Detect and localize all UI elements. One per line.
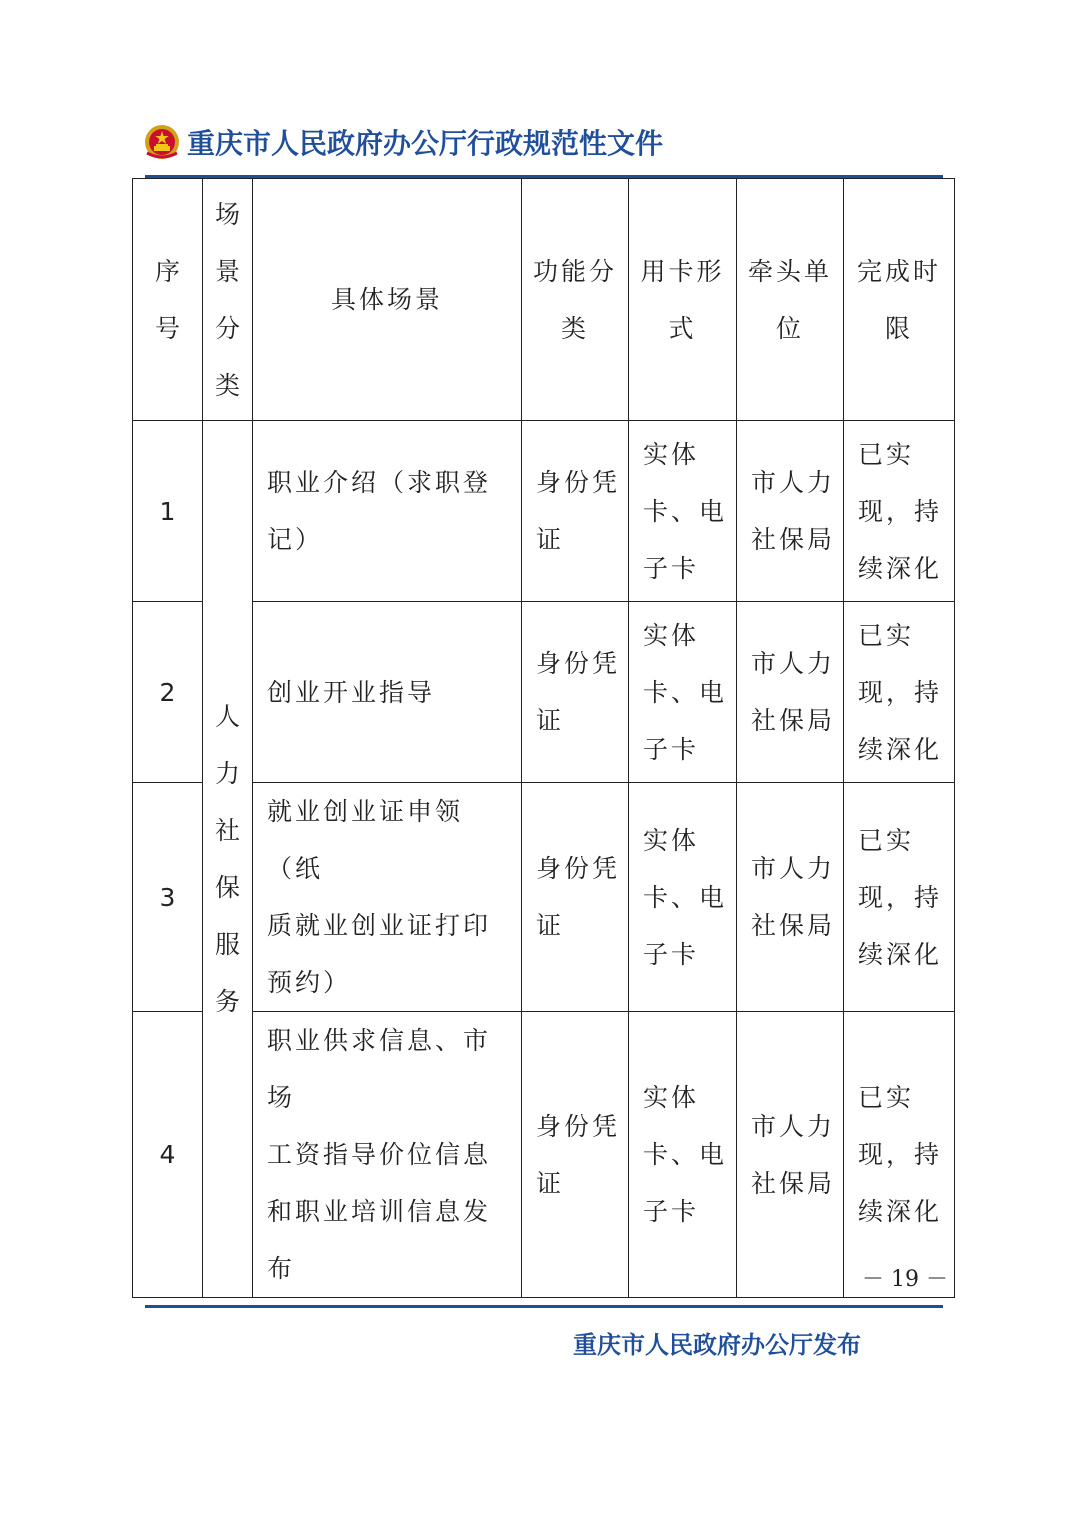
row-function <box>522 421 629 602</box>
row-function-line: 证 <box>536 911 565 940</box>
table-row <box>133 1012 955 1298</box>
row-deadline <box>844 602 955 783</box>
row-card-form <box>629 783 737 1012</box>
row-unit-line: 社保局 <box>751 911 836 940</box>
header-title: 重庆市人民政府办公厅行政规范性文件 <box>187 127 664 160</box>
header-lead-unit-text: 牵头单位 <box>747 256 832 343</box>
row-lead-unit <box>737 421 844 602</box>
row-card-line: 卡、电 <box>643 677 728 707</box>
row-card-line: 卡、电 <box>643 1140 728 1169</box>
page-number: － 19 － <box>862 1267 948 1292</box>
header-card-form-text: 用卡形式 <box>640 256 725 343</box>
header-function <box>522 179 629 421</box>
header-scene: 具体场景 <box>253 179 522 421</box>
row-card-line: 子卡 <box>643 939 700 969</box>
category-cell <box>203 421 253 1298</box>
row-scene-line: 职业介绍（求职登 <box>267 468 492 497</box>
row-unit-line: 市人力 <box>751 468 836 497</box>
row-function-line: 身份凭 <box>536 1111 621 1141</box>
row-deadline-line: 现，持 <box>858 496 943 526</box>
row-deadline-line: 已实 <box>858 439 915 469</box>
row-deadline <box>844 1012 955 1298</box>
header-seq <box>133 179 203 421</box>
row-deadline <box>844 421 955 602</box>
row-scene-line: 就业创业证申领（纸 <box>267 797 464 883</box>
header-card-form <box>629 179 737 421</box>
table-row <box>133 602 955 783</box>
row-card-line: 子卡 <box>643 1197 700 1226</box>
row-unit-line: 市人力 <box>751 1111 836 1141</box>
row-card-line: 实体 <box>643 439 700 469</box>
row-function-line: 证 <box>536 1168 565 1198</box>
document-header <box>143 120 663 164</box>
row-card-form <box>629 602 737 783</box>
row-lead-unit <box>737 783 844 1012</box>
row-function-line: 证 <box>536 525 565 554</box>
header-function-text: 功能分类 <box>532 256 617 343</box>
row-function-line: 身份凭 <box>536 854 621 883</box>
header-deadline-text: 完成时限 <box>856 256 941 343</box>
row-scene-line: 质就业创业证打印 <box>267 911 492 940</box>
row-scene <box>253 602 522 783</box>
row-seq: 4 <box>133 1012 203 1298</box>
row-scene-line: 布 <box>267 1254 296 1283</box>
row-lead-unit <box>737 1012 844 1298</box>
row-deadline-line: 现，持 <box>858 1140 943 1169</box>
row-card-line: 实体 <box>643 825 700 855</box>
row-scene <box>253 421 522 602</box>
row-deadline-line: 现，持 <box>858 677 943 707</box>
row-card-line: 卡、电 <box>643 496 728 526</box>
row-seq: 3 <box>133 783 203 1012</box>
row-function <box>522 602 629 783</box>
header-seq-text: 序号 <box>155 256 181 343</box>
row-function <box>522 1012 629 1298</box>
row-unit-line: 社保局 <box>751 1168 836 1198</box>
national-emblem-icon <box>143 123 181 161</box>
row-card-line: 实体 <box>643 620 700 650</box>
row-deadline-line: 已实 <box>858 1083 915 1112</box>
row-scene-line: 和职业培训信息发 <box>267 1197 492 1226</box>
row-scene-line: 预约） <box>267 968 352 997</box>
row-card-line: 子卡 <box>643 553 700 583</box>
row-deadline <box>844 783 955 1012</box>
row-unit-line: 市人力 <box>751 854 836 883</box>
footer-publisher: 重庆市人民政府办公厅发布 <box>573 1330 861 1359</box>
row-function-line: 身份凭 <box>536 468 621 497</box>
header-deadline <box>844 179 955 421</box>
row-deadline-line: 续深化 <box>858 553 943 583</box>
row-deadline-line: 续深化 <box>858 1197 943 1226</box>
row-scene-line: 创业开业指导 <box>267 677 436 707</box>
header-category-text: 场景分类 <box>215 199 241 400</box>
table-row <box>133 421 955 602</box>
footer-divider <box>145 1305 943 1308</box>
row-seq: 2 <box>133 602 203 783</box>
row-card-form <box>629 421 737 602</box>
row-card-form <box>629 1012 737 1298</box>
row-scene <box>253 1012 522 1298</box>
row-unit-line: 市人力 <box>751 649 836 678</box>
row-unit-line: 社保局 <box>751 706 836 735</box>
row-seq: 1 <box>133 421 203 602</box>
table-row <box>133 783 955 1012</box>
row-scene-line: 职业供求信息、市场 <box>267 1026 492 1112</box>
row-scene-line: 工资指导价位信息 <box>267 1140 492 1169</box>
row-function-line: 身份凭 <box>536 649 621 678</box>
row-deadline-line: 现，持 <box>858 882 943 912</box>
row-card-line: 子卡 <box>643 734 700 764</box>
row-function-line: 证 <box>536 706 565 735</box>
row-card-line: 卡、电 <box>643 882 728 912</box>
row-unit-line: 社保局 <box>751 525 836 554</box>
scene-table <box>132 178 955 1298</box>
row-deadline-line: 已实 <box>858 825 915 855</box>
row-function <box>522 783 629 1012</box>
row-deadline-line: 已实 <box>858 620 915 650</box>
row-scene-line: 记） <box>267 525 324 554</box>
row-lead-unit <box>737 602 844 783</box>
table-header-row <box>133 179 955 421</box>
header-lead-unit <box>737 179 844 421</box>
header-category <box>203 179 253 421</box>
row-deadline-line: 续深化 <box>858 939 943 969</box>
category-text: 人力社保服务 <box>215 702 241 1016</box>
row-scene <box>253 783 522 1012</box>
row-card-line: 实体 <box>643 1083 700 1112</box>
row-deadline-line: 续深化 <box>858 734 943 764</box>
